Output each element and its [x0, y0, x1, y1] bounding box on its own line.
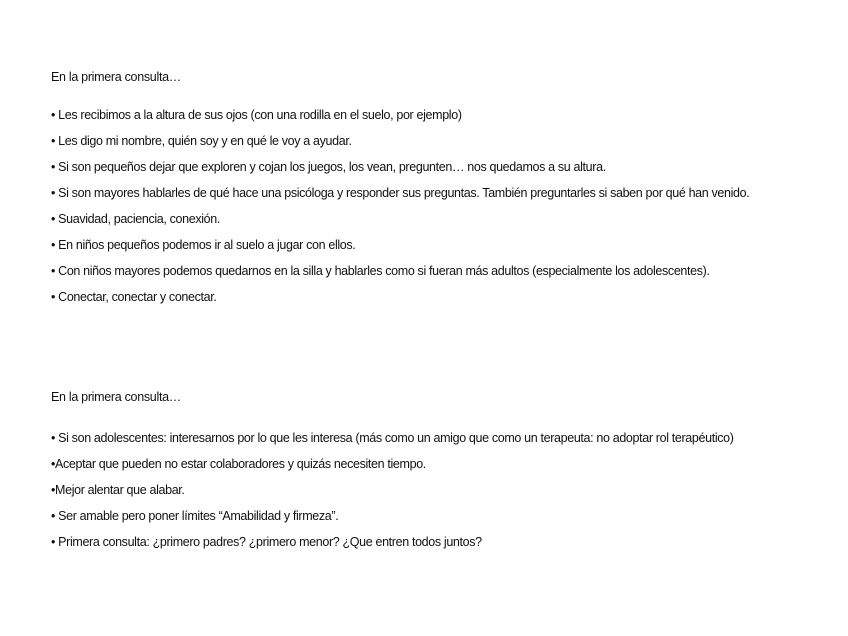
list-item: • En niños pequeños podemos ir al suelo a jugar con ellos. [51, 238, 356, 252]
list-item: •Mejor alentar que alabar. [51, 483, 185, 497]
section-heading: En la primera consulta… [51, 390, 181, 404]
section-heading: En la primera consulta… [51, 70, 181, 84]
section-first-consultation-2 [51, 388, 791, 555]
list-item: • Si son adolescentes: interesarnos por lo que les interesa (más como un amigo que como un terapeuta: no adoptar rol terapéutico) [51, 431, 734, 445]
list-item: • Les digo mi nombre, quién soy y en qué le voy a ayudar. [51, 134, 352, 148]
bullet-list [51, 425, 791, 555]
section-first-consultation-1 [51, 68, 791, 310]
list-item: • Si son pequeños dejar que exploren y cojan los juegos, los vean, pregunten… nos quedamos a su altura. [51, 160, 606, 174]
list-item: • Conectar, conectar y conectar. [51, 290, 217, 304]
list-item: • Con niños mayores podemos quedarnos en la silla y hablarles como si fueran más adultos (especialmente los adolescentes). [51, 264, 710, 278]
list-item: • Si son mayores hablarles de qué hace una psicóloga y responder sus preguntas. También preguntarles si saben por qué han venido. [51, 186, 750, 200]
list-item: • Primera consulta: ¿primero padres? ¿primero menor? ¿Que entren todos juntos? [51, 535, 482, 549]
list-item: • Les recibimos a la altura de sus ojos (con una rodilla en el suelo, por ejemplo) [51, 108, 462, 122]
list-item: •Aceptar que pueden no estar colaboradores y quizás necesiten tiempo. [51, 457, 426, 471]
list-item: • Suavidad, paciencia, conexión. [51, 212, 220, 226]
list-item: • Ser amable pero poner límites “Amabilidad y firmeza”. [51, 509, 339, 523]
bullet-list [51, 102, 791, 310]
